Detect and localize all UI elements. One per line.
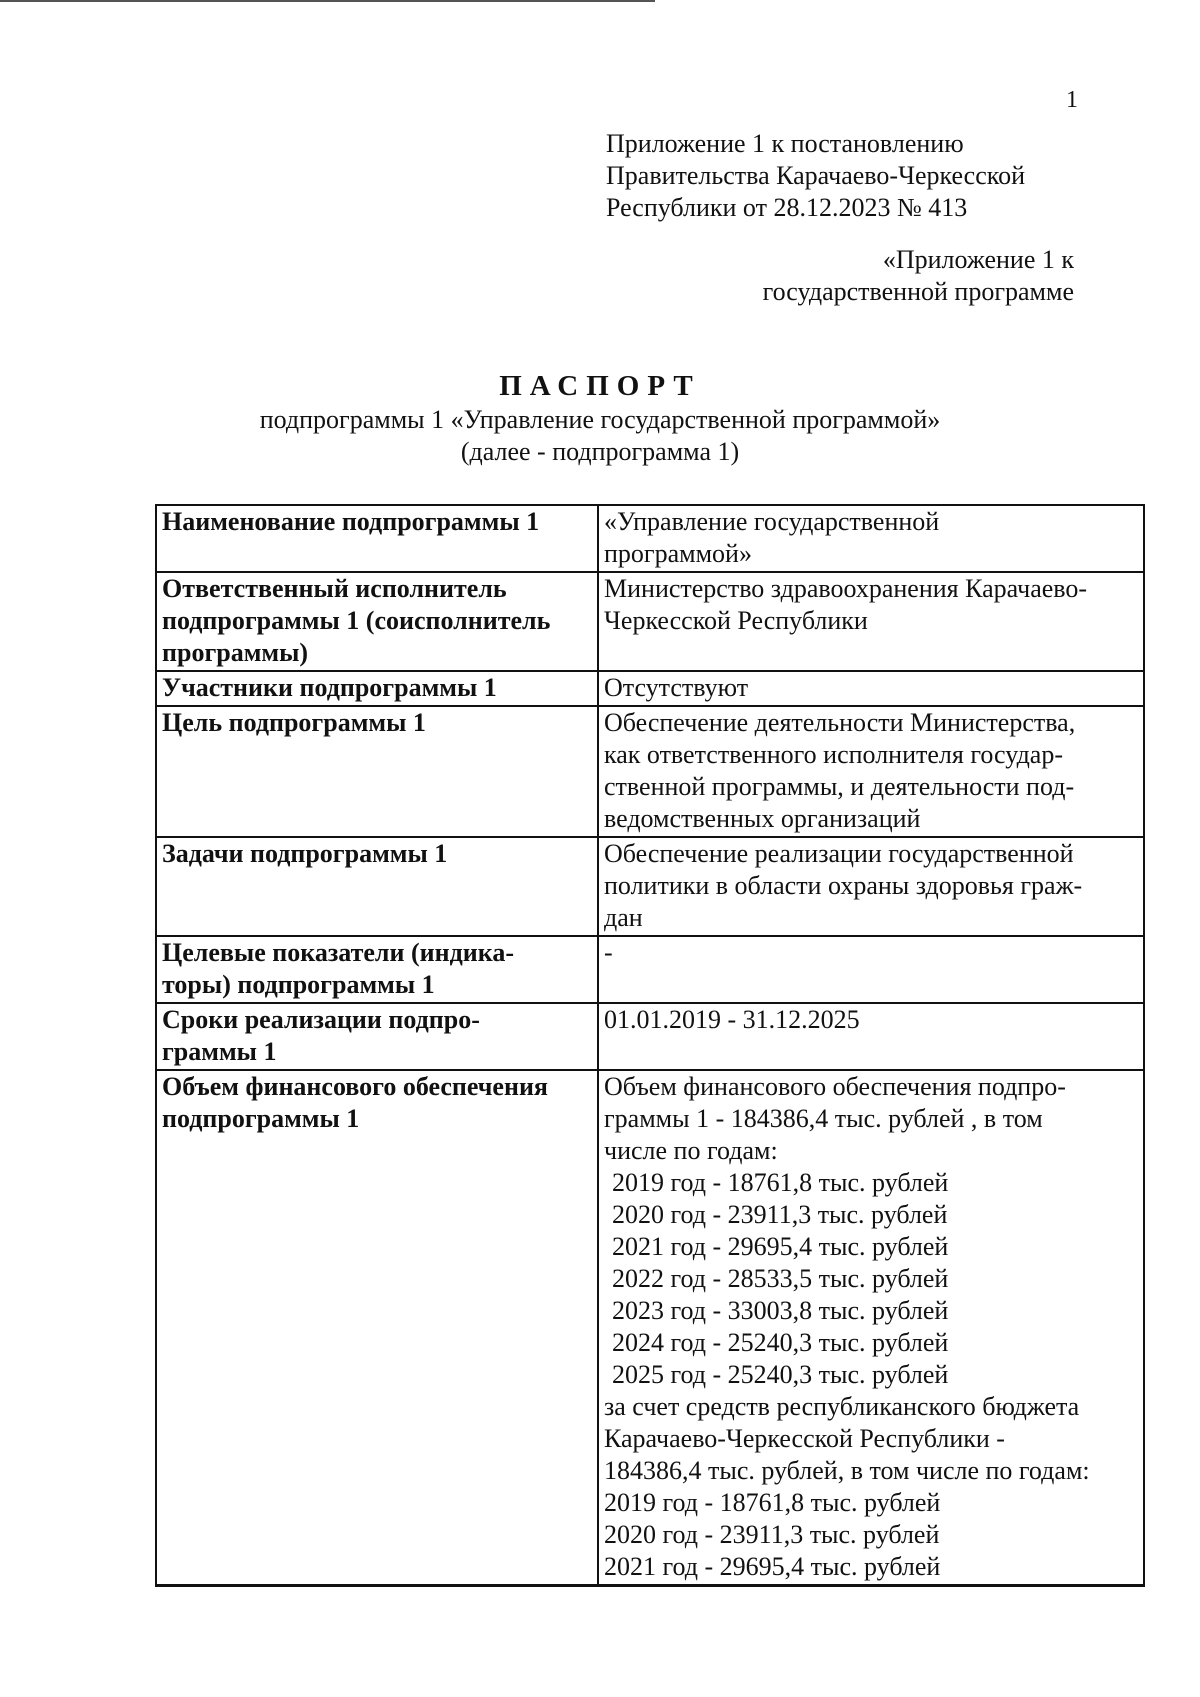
passport-row-label — [156, 572, 598, 671]
appendix-line: государственной программе — [762, 277, 1074, 306]
value-line: - — [604, 938, 613, 967]
approval-line: Правительства Карачаево-Черкесской — [606, 161, 1025, 190]
value-line: 2021 год - 29695,4 тыс. рублей — [612, 1232, 949, 1261]
passport-row-value — [598, 572, 1144, 671]
value-line: 2023 год - 33003,8 тыс. рублей — [612, 1296, 949, 1325]
passport-row-value — [598, 1003, 1144, 1070]
appendix-reference — [763, 244, 1074, 308]
passport-row — [156, 706, 1144, 837]
value-line: 01.01.2019 - 31.12.2025 — [604, 1005, 860, 1034]
passport-row — [156, 837, 1144, 936]
label-line: Задачи подпрограммы 1 — [162, 839, 448, 868]
passport-table — [155, 504, 1145, 1587]
passport-row — [156, 1003, 1144, 1070]
value-line: политики в области охраны здоровья граж- — [604, 871, 1083, 900]
value-line: 2021 год - 29695,4 тыс. рублей — [604, 1552, 941, 1581]
passport-row-value — [598, 505, 1144, 572]
value-line: 2024 год - 25240,3 тыс. рублей — [612, 1328, 949, 1357]
label-line: Объем финансового обеспечения — [162, 1072, 548, 1101]
label-line: Целевые показатели (индика- — [162, 938, 514, 967]
label-line: Цель подпрограммы 1 — [162, 708, 426, 737]
passport-row — [156, 671, 1144, 706]
value-line: 2025 год - 25240,3 тыс. рублей — [612, 1360, 949, 1389]
value-line: дан — [604, 903, 643, 932]
passport-row-value — [598, 706, 1144, 837]
title-block — [0, 368, 1200, 468]
passport-row-label — [156, 837, 598, 936]
passport-row-value — [598, 671, 1144, 706]
passport-row-label — [156, 706, 598, 837]
value-line: Министерство здравоохранения Карачаево- — [604, 574, 1088, 603]
value-line: граммы 1 - 184386,4 тыс. рублей , в том — [604, 1104, 1043, 1133]
approval-line: Республики от 28.12.2023 № 413 — [606, 193, 968, 222]
passport-row-label — [156, 936, 598, 1003]
value-line: 2020 год - 23911,3 тыс. рублей — [604, 1520, 940, 1549]
passport-row — [156, 572, 1144, 671]
label-line: Ответственный исполнитель — [162, 574, 507, 603]
label-line: Участники подпрограммы 1 — [162, 673, 497, 702]
label-line: Сроки реализации подпро- — [162, 1005, 480, 1034]
value-line: Карачаево-Черкесской Республики - — [604, 1424, 1005, 1453]
value-line: Обеспечение деятельности Министерства, — [604, 708, 1076, 737]
document-subtitle: подпрограммы 1 «Управление государственной программой» — [259, 405, 941, 434]
passport-row-label — [156, 671, 598, 706]
label-line: торы) подпрограммы 1 — [162, 970, 435, 999]
scan-edge-line — [0, 0, 655, 2]
value-line: Черкесской Республики — [604, 606, 868, 635]
value-line: 2020 год - 23911,3 тыс. рублей — [612, 1200, 948, 1229]
passport-row-value — [598, 1070, 1144, 1586]
value-line: Отсутствуют — [604, 673, 749, 702]
passport-row-label — [156, 505, 598, 572]
label-line: граммы 1 — [162, 1037, 277, 1066]
value-line: как ответственного исполнителя государ- — [604, 740, 1063, 769]
value-line: Объем финансового обеспечения подпро- — [604, 1072, 1066, 1101]
value-line: 2019 год - 18761,8 тыс. рублей — [612, 1168, 949, 1197]
passport-row — [156, 936, 1144, 1003]
value-line: программой» — [604, 539, 752, 568]
passport-row-value — [598, 837, 1144, 936]
value-line: 2019 год - 18761,8 тыс. рублей — [604, 1488, 941, 1517]
value-line: за счет средств республиканского бюджета — [604, 1392, 1080, 1421]
passport-table-body — [156, 505, 1144, 1586]
value-line: 2022 год - 28533,5 тыс. рублей — [612, 1264, 949, 1293]
value-line: ведомственных организаций — [604, 804, 921, 833]
passport-row — [156, 1070, 1144, 1586]
document-subtitle-note: (далее - подпрограмма 1) — [460, 437, 740, 466]
appendix-line: «Приложение 1 к — [882, 245, 1074, 274]
passport-row — [156, 505, 1144, 572]
document-title: ПАСПОРТ — [499, 370, 701, 402]
value-line: «Управление государственной — [604, 507, 940, 536]
value-line: числе по годам: — [604, 1136, 778, 1165]
approval-line: Приложение 1 к постановлению — [606, 129, 964, 158]
value-line: 184386,4 тыс. рублей, в том числе по годам: — [604, 1456, 1090, 1485]
label-line: подпрограммы 1 (соисполнитель — [162, 606, 551, 635]
page-number: 1 — [1066, 87, 1078, 113]
passport-row-label — [156, 1070, 598, 1586]
approval-reference — [606, 128, 1025, 224]
label-line: программы) — [162, 638, 309, 667]
label-line: подпрограммы 1 — [162, 1104, 360, 1133]
value-line: Обеспечение реализации государственной — [604, 839, 1074, 868]
passport-row-value — [598, 936, 1144, 1003]
label-line: Наименование подпрограммы 1 — [162, 507, 540, 536]
value-line: ственной программы, и деятельности под- — [604, 772, 1075, 801]
passport-row-label — [156, 1003, 598, 1070]
